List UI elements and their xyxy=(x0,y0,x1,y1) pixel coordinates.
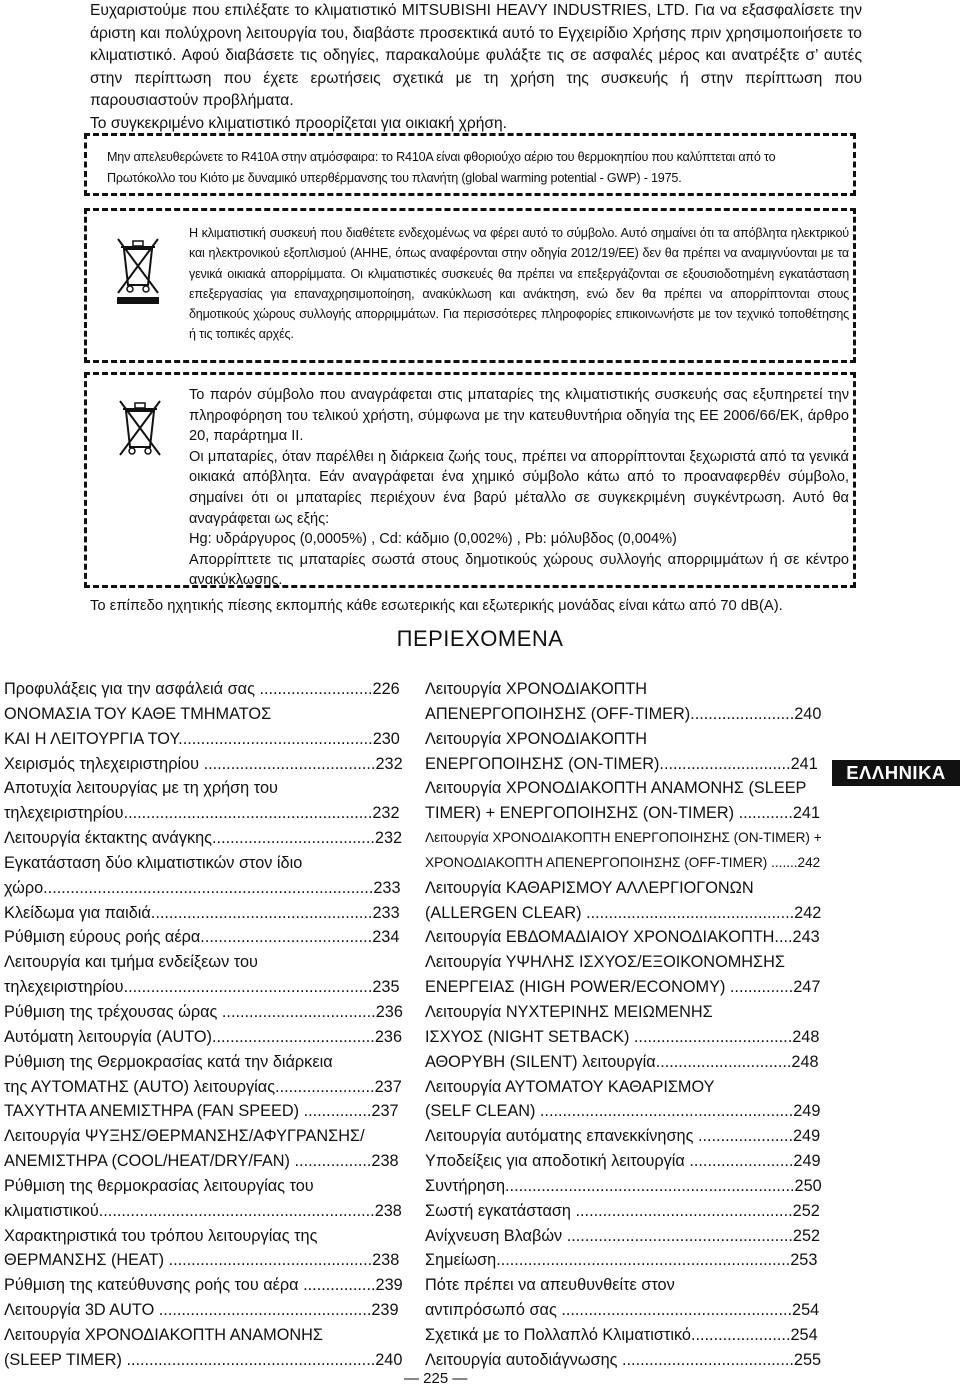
toc-entry-title: Λειτουργία ΨΥΞΗΣ/ΘΕΡΜΑΝΣΗΣ/ΑΦΥΓΡΑΝΣΗΣ/ xyxy=(4,1127,365,1146)
toc-entry-title: ΚΑΙ Η ΛΕΙΤΟΥΡΓΙΑ ΤΟΥ xyxy=(4,729,179,748)
intro-paragraph: Ευχαριστούμε που επιλέξατε το κλιματιστικό MITSUBISHI HEAVY INDUSTRIES, LTD. Για να εξασφαλίσετε την άριστη και πολύχρονη λειτουργία του, διαβάστε προσεκτικά αυτό το Εγχειρίδιο Χρήσης πριν χρησιμοποιήσετε το κλιματιστικό. Αφού διαβάσετε τις οδηγίες, παρακαλούμε φυλάξτε τις σε ασφαλές μέρος και ανατρέξτε σ’ αυτές στην περίπτωση που έχετε ερωτήσεις σχετικά με τη χρήση της συσκευής ή στην περίπτωση που παρουσιαστούν προβλήματα. xyxy=(90,2,862,110)
toc-entry-title: Προφυλάξεις για την ασφάλειά σας xyxy=(4,680,260,698)
toc-entry-page: 236 xyxy=(375,1002,403,1021)
toc-entry[interactable] xyxy=(4,801,404,826)
toc-leader-dots: ....................... xyxy=(690,704,795,723)
toc-entry xyxy=(425,876,823,901)
toc-leader-dots: ............................................... xyxy=(158,1301,372,1320)
toc-entry-page: 240 xyxy=(375,1350,403,1369)
toc-entry-title: Ρύθμιση της Θερμοκρασίας κατά την διάρκεια xyxy=(4,1052,333,1071)
toc-entry[interactable] xyxy=(425,1298,823,1323)
toc-entry-page: 249 xyxy=(793,1152,821,1171)
toc-entry-page: 232 xyxy=(372,804,400,823)
toc-entry[interactable] xyxy=(425,1025,823,1050)
toc-entry-title: Ανίχνευση Βλαβών xyxy=(425,1226,567,1245)
toc-entry-title: Λειτουργία 3D AUTO xyxy=(4,1301,159,1320)
toc-entry xyxy=(4,1323,404,1348)
toc-entry xyxy=(4,851,404,876)
toc-entry[interactable] xyxy=(4,1298,404,1323)
toc-entry xyxy=(425,826,823,851)
battery-notice xyxy=(189,385,849,591)
toc-leader-dots: .................................................. xyxy=(566,1226,793,1245)
toc-entry-page: 230 xyxy=(372,729,400,748)
toc-leader-dots: ......................... xyxy=(259,680,373,698)
toc-entry-title: Χαρακτηριστικά του τρόπου λειτουργίας της xyxy=(4,1226,318,1245)
battery-notice-paragraph: Hg: υδράργυρος (0,0005%) , Cd: κάδμιο (0,002%) , Pb: μόλυβδος (0,004%) xyxy=(189,531,677,548)
toc-entry xyxy=(425,1273,823,1298)
toc-leader-dots: ................................................... xyxy=(561,1301,793,1320)
weee-notice: Η κλιματιστική συσκευή που διαθέτετε ενδεχομένως να φέρει αυτό το σύμβολο. Αυτό σημαίνει ότι τα απόβλητα ηλεκτρικού και ηλεκτρονικού εξοπλισμού (ΑΗΗΕ, όπως αναφέρονται στην οδηγία 2012/19/ΕΕ) δεν θα πρέπει να αναμιγνύονται με τα γενικά οικιακά απορρίμματα. Οι κλιματιστικές συσκευές θα πρέπει να επεξεργάζονται σε εξουσιοδοτημένη εγκατάσταση επεξεργασίας για επαναχρησιμοποίηση, ανακύκλωση και ανάκτηση, ενώ δεν θα πρέπει να απορρίπτονται στους δημοτικούς χώρους συλλογής απορριμμάτων. Για περισσότερες πληροφορίες επικοινωνήστε με τον τεχνικό τοποθέτησης ή τις τοπικές αρχές. xyxy=(189,226,849,342)
battery-notice-box xyxy=(84,372,856,588)
toc-entry[interactable] xyxy=(425,975,823,1000)
toc-entry-page: 239 xyxy=(375,1276,403,1295)
toc-entry-title: χώρο xyxy=(4,878,44,897)
toc-entry-title: Σημείωση xyxy=(425,1251,497,1270)
toc-entry-page: 234 xyxy=(372,928,400,947)
toc-leader-dots: ..................... xyxy=(697,1127,793,1146)
toc-entry-page: 226 xyxy=(372,680,400,698)
toc-entry-title: τηλεχειριστηρίου xyxy=(4,804,124,823)
toc-entry-page: 233 xyxy=(372,903,400,922)
toc-entry xyxy=(4,776,404,801)
intro-text xyxy=(90,0,862,136)
toc-entry xyxy=(425,950,823,975)
toc-entry-page: 243 xyxy=(792,928,820,947)
toc-entry-title: (ALLERGEN CLEAR) xyxy=(425,903,587,922)
toc-leader-dots: ................................................................. xyxy=(496,1251,791,1270)
toc-entry[interactable] xyxy=(4,975,404,1000)
toc-entry[interactable] xyxy=(4,1199,404,1224)
toc-left-column xyxy=(4,677,404,1373)
toc-entry xyxy=(425,1000,823,1025)
toc-entry xyxy=(4,950,404,975)
toc-leader-dots: ............................................. xyxy=(168,1251,373,1270)
toc-entry xyxy=(425,776,823,801)
toc-entry-page: 254 xyxy=(792,1301,820,1320)
toc-leader-dots: ................. xyxy=(294,1152,372,1171)
toc-leader-dots: ................................................................ xyxy=(505,1176,795,1195)
toc-entry[interactable] xyxy=(4,1149,404,1174)
toc-entry-page: 238 xyxy=(374,1201,402,1220)
toc-entry-title: Εγκατάσταση δύο κλιματιστικών στον ίδιο xyxy=(4,853,303,872)
toc-entry-page: 242 xyxy=(797,854,821,870)
toc-entry[interactable] xyxy=(4,1273,404,1298)
toc-entry xyxy=(425,1075,823,1100)
toc-entry-title: (SELF CLEAN) xyxy=(425,1102,540,1121)
toc-leader-dots: .... xyxy=(774,928,793,947)
toc-leader-dots: ...................... xyxy=(690,1325,791,1344)
toc-entry-title: Λειτουργία ΧΡΟΝΟΔΙΑΚΟΠΤΗ xyxy=(425,680,648,698)
toc-entry-title: Σχετικά με το Πολλαπλό Κλιματιστικό xyxy=(425,1325,691,1344)
toc-leader-dots: ............................................................. xyxy=(98,1201,375,1220)
toc-entry-title: ΑΘΟΡΥΒΗ (SILENT) λειτουργία xyxy=(425,1052,656,1071)
language-tab[interactable]: ΕΛΛΗΝΙΚΑ xyxy=(832,760,960,786)
toc-entry-page: 239 xyxy=(371,1301,399,1320)
page-number-value: 225 xyxy=(423,1370,449,1387)
toc-entry[interactable] xyxy=(4,901,404,926)
toc-entry[interactable] xyxy=(4,1099,404,1124)
toc-entry-page: 241 xyxy=(790,754,818,773)
toc-entry[interactable] xyxy=(4,876,404,901)
toc-entry[interactable] xyxy=(425,801,823,826)
toc-entry[interactable] xyxy=(425,1124,823,1149)
toc-entry-title: Λειτουργία ΝΥΧΤΕΡΙΝΗΣ ΜΕΙΩΜΕΝΗΣ xyxy=(425,1002,713,1021)
toc-entry xyxy=(4,1124,404,1149)
toc-leader-dots: ....................................................... xyxy=(123,978,373,997)
toc-leader-dots: ....................................................... xyxy=(123,804,373,823)
toc-leader-dots: .................................... xyxy=(211,1027,375,1046)
toc-leader-dots: .............................................. xyxy=(586,903,795,922)
toc-entry xyxy=(4,1174,404,1199)
toc-entry[interactable] xyxy=(425,901,823,926)
toc-entry[interactable] xyxy=(425,851,823,876)
toc-entry[interactable] xyxy=(425,1149,823,1174)
toc-leader-dots: ....... xyxy=(771,854,798,870)
toc-entry-page: 250 xyxy=(794,1176,822,1195)
crossed-bin-icon xyxy=(113,233,163,305)
toc-entry-title: ΑΝΕΜΙΣΤΗΡΑ (COOL/HEAT/DRY/FAN) xyxy=(4,1152,295,1171)
toc-entry[interactable] xyxy=(4,1025,404,1050)
toc-entry[interactable] xyxy=(4,1075,404,1100)
toc-leader-dots: ............................. xyxy=(659,754,791,773)
toc-entry-title: της ΑΥΤΟΜΑΤΗΣ (AUTO) λειτουργίας xyxy=(4,1077,276,1096)
toc-entry[interactable] xyxy=(425,925,823,950)
toc-entry-title: ΘΕΡΜΑΝΣΗΣ (HEAT) xyxy=(4,1251,169,1270)
toc-entry[interactable] xyxy=(425,1224,823,1249)
toc-entry-title: Λειτουργία ΕΒΔΟΜΑΔΙΑΙΟΥ ΧΡΟΝΟΔΙΑΚΟΠΤΗ xyxy=(425,928,775,947)
toc-entry-title: Λειτουργία ΥΨΗΛΗΣ ΙΣΧΥΟΣ/ΕΞΟΙΚΟΝΟΜΗΣΗΣ xyxy=(425,953,785,972)
toc-entry-title: Λειτουργία ΧΡΟΝΟΔΙΑΚΟΠΤΗ ΕΝΕΡΓΟΠΟΙΗΣΗΣ (ON-TIMER) + xyxy=(425,830,822,846)
toc-entry-page: 238 xyxy=(372,1251,400,1270)
toc-entry[interactable] xyxy=(4,677,404,702)
toc-entry xyxy=(425,677,823,702)
toc-entry-title: (SLEEP TIMER) xyxy=(4,1350,127,1369)
toc-entry-title: ΙΣΧΥΟΣ (NIGHT SETBACK) xyxy=(425,1027,634,1046)
toc-leader-dots: ............ xyxy=(738,804,793,823)
toc-entry-page: 248 xyxy=(791,1052,819,1071)
toc-entry-title: Πότε πρέπει να απευθυνθείτε στον xyxy=(425,1276,675,1295)
toc-entry[interactable] xyxy=(4,1248,404,1273)
toc-entry-page: 249 xyxy=(792,1127,821,1146)
toc-leader-dots: ................ xyxy=(303,1276,376,1295)
toc-leader-dots: ....................................................... xyxy=(126,1350,376,1369)
toc-entry-title: Λειτουργία αυτοδιάγνωσης xyxy=(425,1350,622,1369)
toc-entry-title: Ρύθμιση της τρέχουσας ώρας xyxy=(4,1002,222,1021)
toc-leader-dots: ............... xyxy=(303,1102,372,1121)
toc-entry[interactable] xyxy=(425,1099,823,1124)
toc-entry-title: ΑΠΕΝΕΡΓΟΠΟΙΗΣΗΣ (OFF-TIMER) xyxy=(425,704,691,723)
toc-entry-page: 240 xyxy=(794,704,822,723)
intro-paragraph: Το συγκεκριμένο κλιματιστικό προορίζεται για οικιακή χρήση. xyxy=(90,114,507,132)
toc-leader-dots: ...................... xyxy=(275,1077,375,1096)
toc-entry xyxy=(4,1050,404,1075)
toc-entry[interactable] xyxy=(425,1348,823,1373)
toc-entry xyxy=(425,727,823,752)
toc-entry[interactable] xyxy=(4,1348,404,1373)
toc-leader-dots: ...................................... xyxy=(200,928,373,947)
toc-leader-dots: .................................. xyxy=(221,1002,376,1021)
toc-leader-dots: ...................................... xyxy=(203,754,376,773)
toc-entry-page: 235 xyxy=(372,978,400,997)
toc-entry-title: ΟΝΟΜΑΣΙΑ ΤΟΥ ΚΑΘΕ ΤΜΗΜΑΤΟΣ xyxy=(4,704,272,723)
toc-entry-title: Λειτουργία αυτόματης επανεκκίνησης xyxy=(425,1127,698,1146)
toc-entry[interactable] xyxy=(4,752,404,777)
toc-leader-dots: ................................................ xyxy=(575,1201,793,1220)
toc-entry-page: 237 xyxy=(374,1077,402,1096)
toc-entry-page: 232 xyxy=(374,829,403,848)
toc-entry-title: Λειτουργία έκτακτης ανάγκης xyxy=(4,829,213,848)
toc-entry-title: Λειτουργία ΑΥΤΟΜΑΤΟΥ ΚΑΘΑΡΙΣΜΟΥ xyxy=(425,1077,715,1096)
toc-entry[interactable] xyxy=(4,925,404,950)
toc-entry-title: Σωστή εγκατάσταση xyxy=(425,1201,576,1220)
toc-entry-title: τηλεχειριστηρίου xyxy=(4,978,124,997)
toc-entry-page: 252 xyxy=(792,1226,821,1245)
toc-entry-title: Συντήρηση xyxy=(425,1176,506,1195)
toc-leader-dots: ........................................... xyxy=(178,729,373,748)
toc-entry-title: Λειτουργία και τμήμα ενδείξεων του xyxy=(4,953,258,972)
toc-entry-title: Κλείδωμα για παιδιά xyxy=(4,903,151,922)
toc-entry xyxy=(4,1224,404,1249)
page-number: — 225 — xyxy=(404,1370,468,1387)
toc-entry[interactable] xyxy=(425,1323,823,1348)
toc-entry[interactable] xyxy=(425,1199,823,1224)
toc-leader-dots: ...................................... xyxy=(622,1350,794,1369)
refrigerant-notice: Μην απελευθερώνετε το R410A στην ατμόσφαιρα: το R410A είναι φθοριούχο αέριο του θερμοκηπίου που καλύπτεται από το Πρωτόκολλο του Κιότο με δυναμικό υπερθέρμανσης του πλανήτη (global warming potential - GWP) - 1975. xyxy=(107,150,776,185)
toc-right-column xyxy=(425,677,823,1373)
toc-entry-page: 241 xyxy=(792,804,821,823)
toc-entry-page: 232 xyxy=(375,754,403,773)
toc-entry-title: Αυτόματη λειτουργία (AUTO) xyxy=(4,1027,212,1046)
toc-entry-title: Λειτουργία ΧΡΟΝΟΔΙΑΚΟΠΤΗ ΑΝΑΜΟΝΗΣ (SLEEP xyxy=(425,779,807,798)
toc-entry-title: Ρύθμιση της θερμοκρασίας λειτουργίας του xyxy=(4,1176,314,1195)
toc-entry[interactable] xyxy=(425,752,823,777)
toc-entry-page: 255 xyxy=(793,1350,822,1369)
toc-entry-page: 233 xyxy=(373,878,401,897)
toc-entry[interactable] xyxy=(4,1000,404,1025)
toc-entry[interactable] xyxy=(425,1050,823,1075)
toc-entry-title: Ρύθμιση της κατεύθυνσης ροής του αέρα xyxy=(4,1276,304,1295)
toc-title: ΠΕΡΙΕΧΟΜΕΝΑ xyxy=(396,626,564,651)
toc-entry-title: TIMER) + ΕΝΕΡΓΟΠΟΙΗΣΗΣ (ON-TIMER) xyxy=(425,804,739,823)
refrigerant-notice-box xyxy=(84,133,856,196)
crossed-battery-bin-icon xyxy=(115,395,165,457)
battery-notice-paragraph: Απορρίπτετε τις μπαταρίες σωστά στους δημοτικούς χώρους συλλογής απορριμμάτων ή σε κέντρο ανακύκλωσης. xyxy=(189,551,849,589)
toc-leader-dots: ....................... xyxy=(689,1152,794,1171)
toc-entry-title: ΕΝΕΡΓΟΠΟΙΗΣΗΣ (ON-TIMER) xyxy=(425,754,660,773)
toc-entry-page: 242 xyxy=(794,903,822,922)
toc-entry-title: ΕΝΕΡΓΕΙΑΣ (HIGH POWER/ECONOMY) xyxy=(425,978,730,997)
toc-entry-title: αντιπρόσωπό σας xyxy=(425,1301,562,1320)
toc-leader-dots: ................................................. xyxy=(150,903,373,922)
toc-entry-page: 238 xyxy=(371,1152,399,1171)
toc-leader-dots: .............. xyxy=(729,978,794,997)
toc-entry-title: Λειτουργία ΧΡΟΝΟΔΙΑΚΟΠΤΗ ΑΝΑΜΟΝΗΣ xyxy=(4,1325,323,1344)
toc-entry-page: 247 xyxy=(793,978,821,997)
weee-notice-box xyxy=(84,208,856,363)
toc-entry[interactable] xyxy=(425,1248,823,1273)
toc-entry-title: ΧΡΟΝΟΔΙΑΚΟΠΤΗ ΑΠΕΝΕΡΓΟΠΟΙΗΣΗΣ (OFF-TIMER) xyxy=(425,854,772,870)
toc-entry-title: κλιματιστικού xyxy=(4,1201,99,1220)
toc-entry-title: Χειρισμός τηλεχειριστηρίου xyxy=(4,754,204,773)
toc-entry-title: Λειτουργία ΧΡΟΝΟΔΙΑΚΟΠΤΗ xyxy=(425,729,648,748)
toc-entry-page: 248 xyxy=(792,1027,820,1046)
toc-entry-title: Υποδείξεις για αποδοτική λειτουργία xyxy=(425,1152,690,1171)
battery-notice-paragraph: Το παρόν σύμβολο που αναγράφεται στις μπαταρίες της κλιματιστικής συσκευής σας εξυπηρετεί την πληροφόρηση του τελικού χρήστη, σύμφωνα με την κατευθυντήρια οδηγία της ΕΕ 2006/66/ΕΚ, άρθρο 20, παράρτημα II. xyxy=(189,387,849,445)
toc-entry-title: ΤΑΧΥΤΗΤΑ ΑΝΕΜΙΣΤΗΡΑ (FAN SPEED) xyxy=(4,1102,304,1121)
toc-entry-page: 254 xyxy=(790,1325,818,1344)
toc-entry-page: 249 xyxy=(793,1102,821,1121)
toc-entry-page: 237 xyxy=(371,1102,399,1121)
toc-entry-title: Ρύθμιση εύρους ροής αέρα xyxy=(4,928,201,947)
toc-leader-dots: ................................... xyxy=(633,1027,793,1046)
toc-entry-page: 236 xyxy=(374,1027,402,1046)
toc-leader-dots: .............................. xyxy=(655,1052,792,1071)
toc-leader-dots: .................................... xyxy=(212,829,375,848)
toc-entry[interactable] xyxy=(4,727,404,752)
toc-entry-title: Αποτυχία λειτουργίας με τη χρήση του xyxy=(4,779,278,798)
toc-entry-page: 252 xyxy=(792,1201,820,1220)
toc-entry-page: 253 xyxy=(790,1251,818,1270)
noise-notice: Το επίπεδο ηχητικής πίεσης εκπομπής κάθε εσωτερικής και εξωτερικής μονάδας είναι κάτω από 70 dB(A). xyxy=(90,598,783,614)
toc-entry-title: Λειτουργία ΚΑΘΑΡΙΣΜΟΥ ΑΛΛΕΡΓΙΟΓΟΝΩΝ xyxy=(425,878,754,897)
toc-leader-dots: ........................................................ xyxy=(539,1102,794,1121)
toc-entry[interactable] xyxy=(425,702,823,727)
toc-leader-dots: ......................................................................... xyxy=(43,878,374,897)
toc-entry[interactable] xyxy=(4,826,404,851)
battery-notice-paragraph: Οι μπαταρίες, όταν παρέλθει η διάρκεια ζωής τους, πρέπει να απορρίπτονται ξεχωριστά από τα γενικά οικιακά απόβλητα. Εάν αναγράφεται ένα χημικό σύμβολο κάτω από το προαναφερθέν σύμβολο, σημαίνει ότι οι μπαταρίες περιέχουν ένα βαρύ μέταλλο σε συγκεκριμένη συγκέντρωση. Αυτό θα αναγράφεται ως εξής: xyxy=(189,448,849,527)
toc-entry[interactable] xyxy=(425,1174,823,1199)
toc-entry xyxy=(4,702,404,727)
